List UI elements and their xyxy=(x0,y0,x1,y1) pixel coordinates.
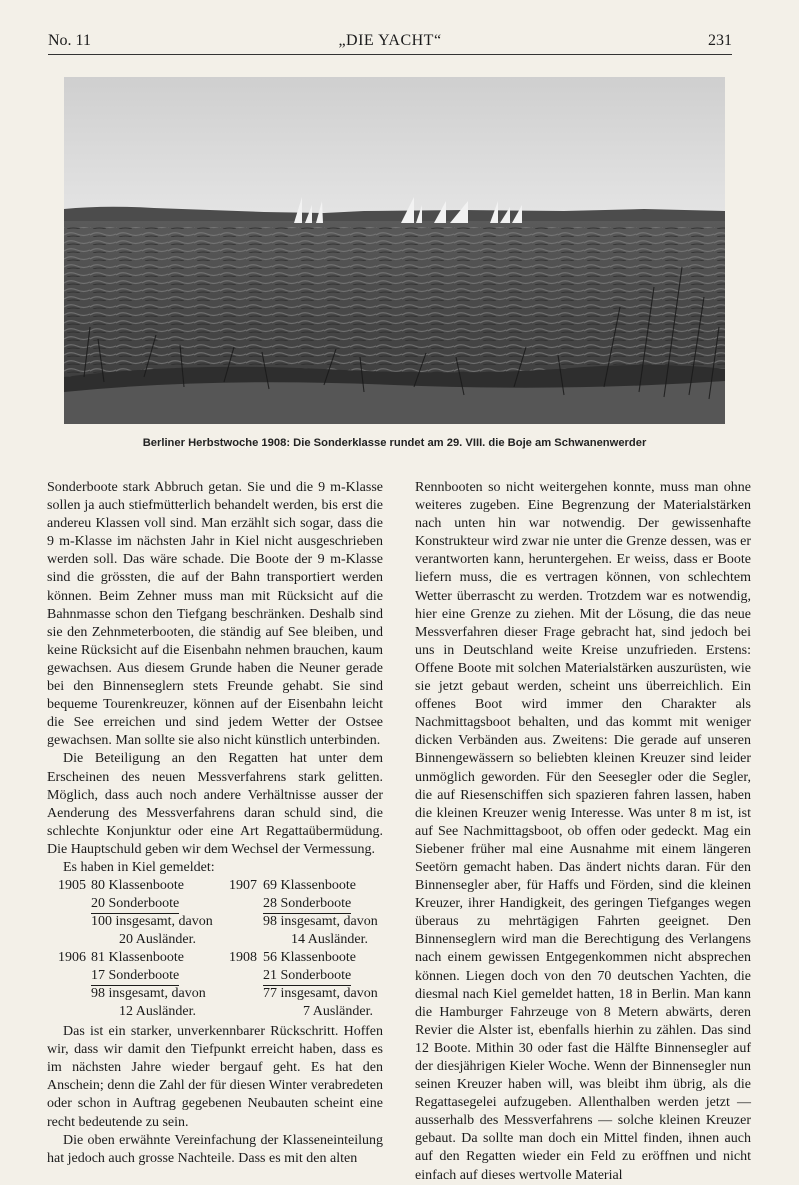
left-paragraph-4: Das ist ein starker, unverkennbarer Rückschritt. Hoffen wir, dass wir damit den Tiefpunkt erreicht haben, dass es im nächsten Jahre wieder bergauf geht. Es hat den Anschein; denn die Zahl der für diesen Winter verabredeten oder schon in Auftrag gegebenen Neubauten scheint eine recht bedeutende zu sein. xyxy=(47,1024,383,1130)
stat-1905-specialboats: 20 Sonderboote xyxy=(91,895,179,914)
stat-1906-foreign: 12 Ausländer. xyxy=(119,1004,196,1020)
stat-1905-classboats: 80 Klassenboote xyxy=(91,878,184,894)
running-header xyxy=(48,30,732,52)
stat-1908-classboats: 56 Klassenboote xyxy=(263,950,356,966)
page-number: 231 xyxy=(708,32,732,49)
entries-table xyxy=(47,877,383,1020)
stat-1905-total: 100 insgesamt, davon xyxy=(91,914,213,930)
header-rule xyxy=(48,54,732,55)
stat-1906-classboats: 81 Klassenboote xyxy=(91,950,184,966)
stat-1907-total: 98 insgesamt, davon xyxy=(263,914,378,930)
left-paragraph-5: Die oben erwähnte Vereinfachung der Klasseneinteilung hat jedoch auch grosse Nachteile. Dass es mit den alten xyxy=(47,1132,383,1166)
issue-number: No. 11 xyxy=(48,32,91,49)
year-1906: 1906 xyxy=(58,950,86,966)
stat-1906-specialboats: 17 Sonderboote xyxy=(91,967,179,986)
right-paragraph-1: Rennbooten so nicht weitergehen konnte, muss man ohne weiteres zugeben. Eine Begrenzung der Materialstärken nach unten hin war notwendig. Der gewissenhafte Konstrukteur wird zwar nie unter die Grenze dessen, was er verantworten kann, heruntergehen. Er weiss, dass er Boote liefern muss, die es vertragen können, von schlechtem Wetter überrascht zu werden. Trotzdem war es notwendig, hier eine Grenze zu ziehen. Mit der Lösung, die das neue Messverfahren dieser Frage gebracht hat, sind jedoch bei uns in Deutschland weite Kreise unzufrieden. Erstens: Offene Boote mit solchen Materialstärken auszurüsten, wie sie jetzt gebaut werden, scheint uns überreichlich. Ein offenes Boot wird immer den Charakter als Nachmittagsboot behalten, und das kommt mit weniger dicken Verbänden aus. Zweitens: Die gerade auf unseren Binnengewässern so beliebten kleinen Kreuzer sind leider unmöglich geworden. Für den Seesegler oder die Segler, die auf Riesenschiffen sich spazieren fahren lassen, haben die kleinen Kreuzer wenig Interesse. Was unter 8 m ist, ist auf See Nachmittagsboot, ob offen oder gedeckt. Mag ein Siebener früher mal eine Ausnahme mit einem längeren Seetörn gemacht haben. Das ändert nichts daran. Für den Binnensegler aber, für Haffs und Förden, sind die kleinen Kreuzer, ihrer Handigkeit, des geringen Tiefganges wegen überaus zu mehrtägigen Fahrten geeignet. Den Binnenseglern wird man die Berechtigung des Verlangens nach einem gewissen Entgegenkommen nicht absprechen können. Liegen doch von den 70 deutschen Yachten, die diesmal nach Kiel gemeldet hatten, 18 in Berlin. Man kann die Hamburger Fahrzeuge von 8 Metern abwärts, deren Revier die Alster ist, ebenfalls hierhin zu zählen. Das sind 12 Boote. Mithin 30 oder fast die Hälfte Binnensegler auf der diesjährigen Kieler Woche. Wenn der Binnensegler nun seinen Kreuzer haben will, was bleibt ihm übrig, als die Regattasegelei aufzugeben. Allenthalben werden jetzt — ausserhalb des Messverfahrens — solche kleinen Kreuzer gebaut. Da sollte man doch ein Mittel finden, ihnen auch auf den Regatten wieder ein Feld zu eröffnen und nicht einfach auf dieses wertvolle Material xyxy=(415,480,751,1183)
left-column xyxy=(47,479,383,1168)
figure-caption: Berliner Herbstwoche 1908: Die Sonderklasse rundet am 29. VIII. die Boje am Schwanenwerder xyxy=(142,437,647,449)
year-1905: 1905 xyxy=(58,878,86,894)
regatta-photo xyxy=(64,77,725,424)
right-column xyxy=(415,479,751,1185)
stat-1905-foreign: 20 Ausländer. xyxy=(119,932,196,948)
stat-1908-specialboats: 21 Sonderboote xyxy=(263,967,351,986)
stat-1907-foreign: 14 Ausländer. xyxy=(291,932,368,948)
journal-title: „DIE YACHT“ xyxy=(338,32,442,49)
year-1907: 1907 xyxy=(229,878,257,894)
left-paragraph-3: Es haben in Kiel gemeldet: xyxy=(63,859,215,875)
stat-1907-specialboats: 28 Sonderboote xyxy=(263,895,351,914)
year-1908: 1908 xyxy=(229,950,257,966)
regatta-photo-drawing xyxy=(64,77,725,424)
stat-1908-foreign: 7 Ausländer. xyxy=(303,1004,373,1020)
left-paragraph-1: Sonderboote stark Abbruch getan. Sie und die 9 m-Klasse sollen ja auch stiefmütterlich behandelt werden, bis erst die andereu Klassen voll sind. Man erzählt sich sogar, dass die 9 m-Klasse im nächsten Jahr in Kiel nicht ausgeschrieben werden soll. Das wäre schade. Die Boote der 9 m-Klasse sind die grössten, die auf der Bahn transportiert werden können. Beim Zehner muss man mit Rücksicht auf die Bahnmasse schon den Tiefgang beschränken. Deshalb sind sie den Zehnmeterbooten, die ständig auf See bleiben, und keine Rücksicht auf die Eisenbahn nehmen brauchen, kaum gewachsen. Aus diesem Grunde haben die Neuner gerade bei den Binnenseglern stets Freunde gehabt. Sie sind bequeme Tourenkreuzer, können auf der Eisenbahn leicht die See erreichen und sind jedem Wetter der Ostsee gewachsen. Man sollte sie also nicht künstlich unterbinden. xyxy=(47,480,383,749)
left-paragraph-2: Die Beteiligung an den Regatten hat unter dem Erscheinen des neuen Messverfahrens stark gelitten. Möglich, dass auch noch andere Verhältnisse ausser der Aenderung des Messverfahrens daran schuld sind, die schlechte Konjunktur oder eine Art Regattaübermüdung. Die Hauptschuld geben wir dem Wechsel der Vermessung. xyxy=(47,751,383,857)
stat-1906-total: 98 insgesamt, davon xyxy=(91,986,206,1002)
stat-1908-total: 77 insgesamt, davon xyxy=(263,986,378,1002)
stat-1907-classboats: 69 Klassenboote xyxy=(263,878,356,894)
